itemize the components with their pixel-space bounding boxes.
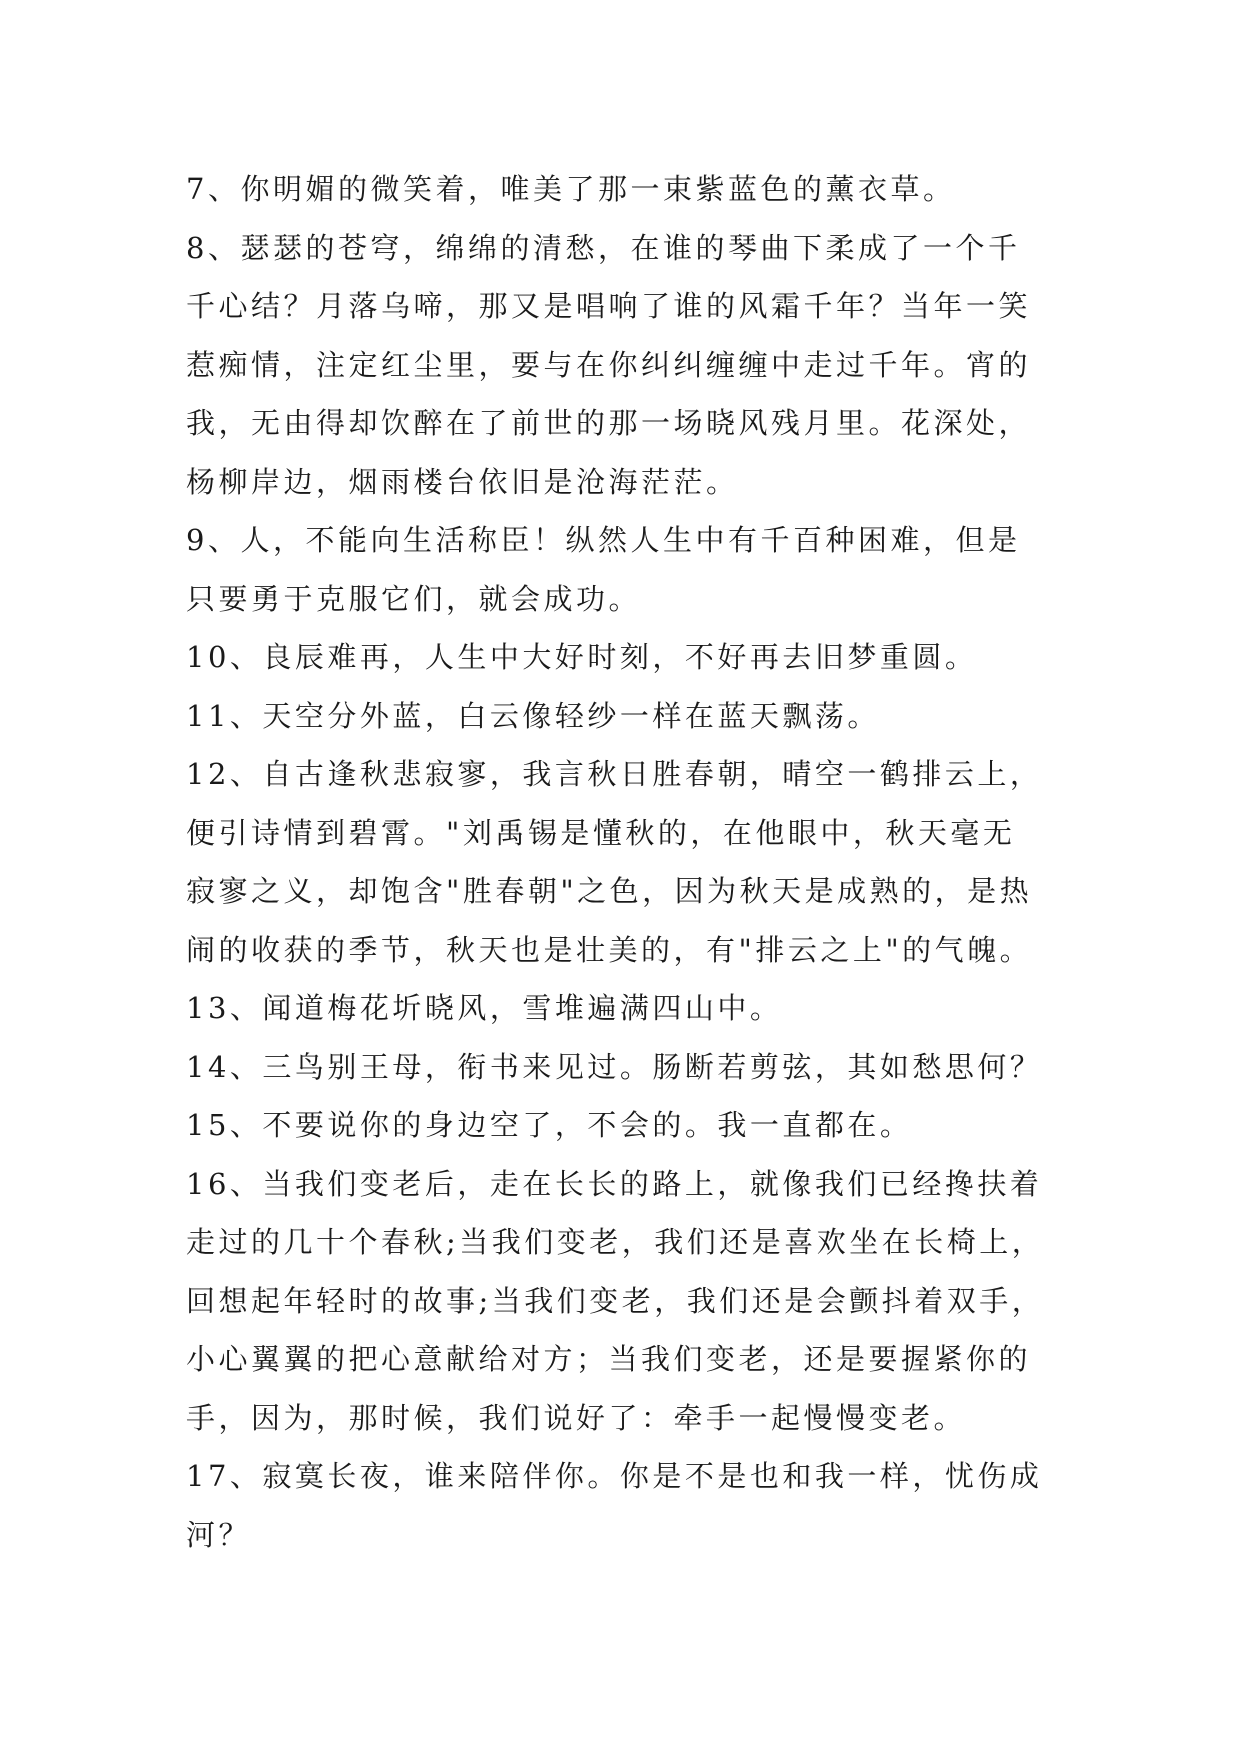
text-line: 杨柳岸边，烟雨楼台依旧是沧海茫茫。 xyxy=(186,464,739,499)
text-line: 便引诗情到碧霄。"刘禹锡是懂秋的，在他眼中，秋天毫无 xyxy=(186,815,1016,850)
text-line: 手，因为，那时候，我们说好了：牵手一起慢慢变老。 xyxy=(186,1400,967,1435)
text-line: 16、当我们变老后，走在长长的路上，就像我们已经搀扶着 xyxy=(186,1166,1043,1201)
text-line: 小心翼翼的把心意献给对方；当我们变老，还是要握紧你的 xyxy=(186,1342,1032,1376)
text-line: 7、你明媚的微笑着，唯美了那一束紫蓝色的薰衣草。 xyxy=(186,172,956,206)
text-line: 13、闻道梅花圻晓风，雪堆遍满四山中。 xyxy=(186,991,783,1025)
text-line: 8、瑟瑟的苍穹，绵绵的清愁，在谁的琴曲下柔成了一个千 xyxy=(186,230,1021,265)
text-line: 9、人，不能向生活称臣！纵然人生中有千百种困难，但是 xyxy=(186,523,1021,557)
text-line: 惹痴情，注定红尘里，要与在你纠纠缠缠中走过千年。宵的 xyxy=(186,347,1032,382)
text-line: 闹的收获的季节，秋天也是壮美的，有"排云之上"的气魄。 xyxy=(186,932,1033,967)
text-line: 只要勇于克服它们，就会成功。 xyxy=(186,581,642,616)
text-line: 我，无由得却饮醉在了前世的那一场晓风残月里。花深处， xyxy=(186,406,1032,440)
text-line: 10、良辰难再，人生中大好时刻，不好再去旧梦重圆。 xyxy=(186,640,978,674)
text-line: 千心结？月落乌啼，那又是唱响了谁的风霜千年？当年一笑 xyxy=(186,289,1032,323)
text-line: 走过的几十个春秋;当我们变老，我们还是喜欢坐在长椅上， xyxy=(186,1225,1045,1259)
text-line: 17、寂寞长夜，谁来陪伴你。你是不是也和我一样，忧伤成 xyxy=(186,1459,1043,1493)
text-line: 11、天空分外蓝，白云像轻纱一样在蓝天飘荡。 xyxy=(186,698,880,733)
text-line: 河？ xyxy=(186,1517,252,1552)
text-line: 12、自古逢秋悲寂寥，我言秋日胜春朝，晴空一鹤排云上， xyxy=(186,757,1043,791)
text-line: 15、不要说你的身边空了，不会的。我一直都在。 xyxy=(186,1108,913,1142)
text-line: 14、三鸟别王母，衔书来见过。肠断若剪弦，其如愁思何？ xyxy=(186,1049,1043,1084)
text-line: 寂寥之义，却饱含"胜春朝"之色，因为秋天是成熟的，是热 xyxy=(186,874,1033,908)
text-line: 回想起年轻时的故事;当我们变老，我们还是会颤抖着双手， xyxy=(186,1283,1045,1318)
document-body xyxy=(186,160,1066,1564)
